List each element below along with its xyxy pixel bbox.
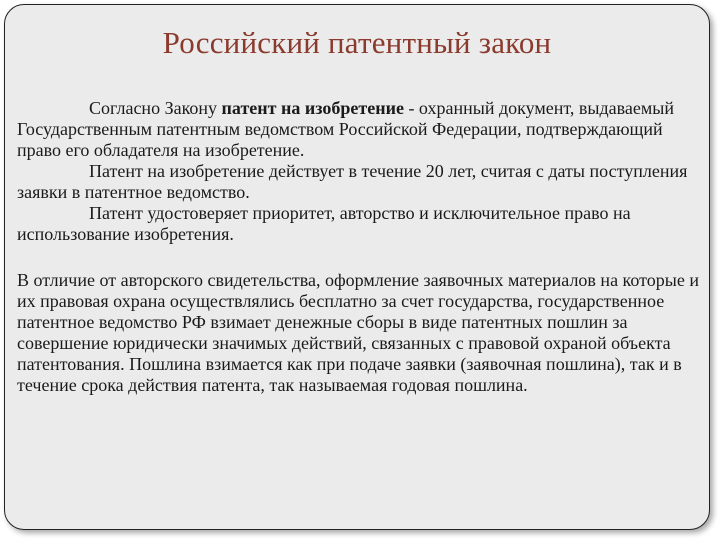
slide-body (17, 98, 703, 396)
slide-panel (4, 4, 710, 530)
paragraph-definition-text: - охранный документ, выдаваемый Государственным патентным ведомством Российской Федерации, подтверждающий право его обладателя на изобретение. (17, 98, 674, 160)
paragraph-intro-text: Согласно Закону (89, 98, 222, 118)
paragraph-patent-fees: В отличие от авторского свидетельства, оформление заявочных материалов на которые и их правовая охрана осуществлялись бесплатно за счет государства, государственное патентное ведомство РФ взимает денежные сборы в виде патентных пошлин за совершение юридически значимых действий, связанных с правовой охраной объекта патентования. Пошлина взимается как при подаче заявки (заявочная пошлина), так и в течение срока действия патента, так называемая годовая пошлина. (17, 270, 699, 395)
slide-title: Российский патентный закон (162, 25, 552, 60)
paragraph-patent-rights: Патент удостоверяет приоритет, авторство и исключительное право на использование изобретения. (17, 203, 631, 244)
paragraph-patent-term: Патент на изобретение действует в течение 20 лет, считая с даты поступления заявки в патентное ведомство. (17, 161, 688, 202)
paragraph-patent-definition (17, 98, 703, 161)
patent-term-bold: патент на изобретение (221, 98, 404, 118)
